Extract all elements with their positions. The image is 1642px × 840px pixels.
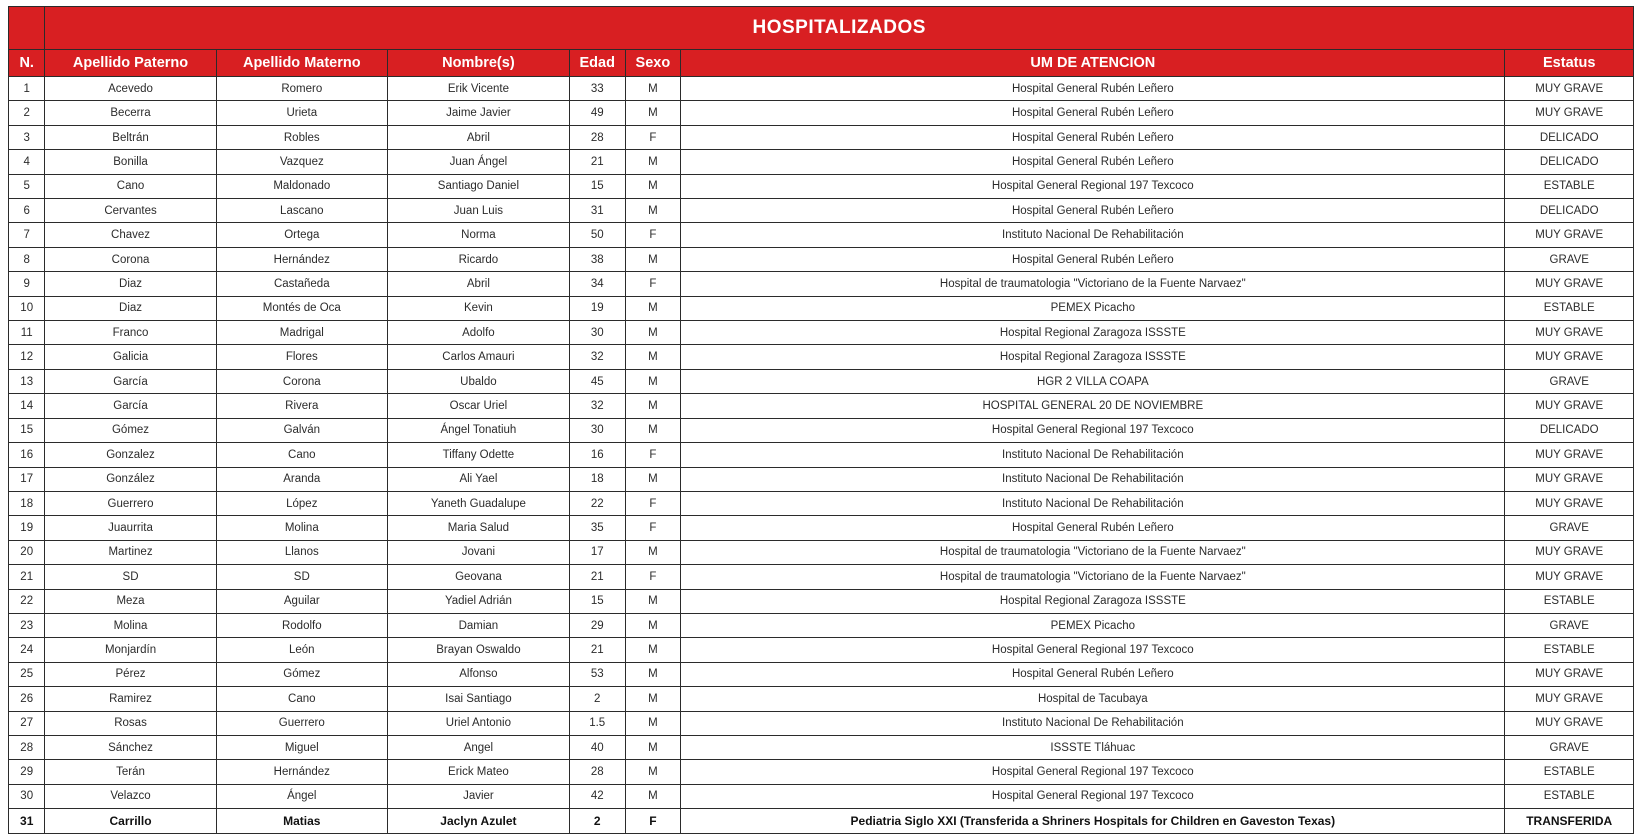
cell-apellido-materno: Corona [216,369,387,393]
cell-edad: 21 [569,638,625,662]
cell-um-de-atencion: Instituto Nacional De Rehabilitación [681,467,1505,491]
cell-apellido-materno: Romero [216,77,387,101]
cell-apellido-materno: Galván [216,418,387,442]
cell-edad: 28 [569,125,625,149]
cell-um-de-atencion: Hospital General Rubén Leñero [681,247,1505,271]
cell-apellido-materno: León [216,638,387,662]
cell-apellido-materno: Aranda [216,467,387,491]
table-row [9,150,1634,174]
cell-nombres: Isai Santiago [387,687,569,711]
cell-estatus: MUY GRAVE [1505,101,1634,125]
cell-um-de-atencion: PEMEX Picacho [681,296,1505,320]
cell-nombres: Abril [387,272,569,296]
cell-nombres: Javier [387,784,569,808]
cell-um-de-atencion: Hospital General Rubén Leñero [681,662,1505,686]
cell-sexo: M [625,735,681,759]
cell-um-de-atencion: Instituto Nacional De Rehabilitación [681,711,1505,735]
cell-nombres: Kevin [387,296,569,320]
cell-numero: 15 [9,418,45,442]
cell-apellido-materno: Miguel [216,735,387,759]
cell-apellido-materno: Llanos [216,540,387,564]
cell-apellido-paterno: Molina [45,613,216,637]
table-row [9,638,1634,662]
cell-edad: 2 [569,809,625,834]
cell-estatus: MUY GRAVE [1505,345,1634,369]
table-row [9,613,1634,637]
cell-edad: 22 [569,491,625,515]
cell-sexo: M [625,150,681,174]
table-row [9,443,1634,467]
cell-numero: 3 [9,125,45,149]
cell-estatus: ESTABLE [1505,760,1634,784]
cell-nombres: Tiffany Odette [387,443,569,467]
cell-nombres: Jaclyn Azulet [387,809,569,834]
cell-apellido-materno: Cano [216,687,387,711]
cell-apellido-paterno: García [45,394,216,418]
cell-sexo: M [625,638,681,662]
cell-um-de-atencion: Hospital General Rubén Leñero [681,125,1505,149]
table-row [9,272,1634,296]
cell-apellido-paterno: Monjardín [45,638,216,662]
cell-edad: 32 [569,345,625,369]
cell-nombres: Erick Mateo [387,760,569,784]
cell-sexo: M [625,199,681,223]
cell-apellido-materno: Maldonado [216,174,387,198]
cell-estatus: MUY GRAVE [1505,711,1634,735]
cell-numero: 13 [9,369,45,393]
table-row [9,809,1634,834]
cell-estatus: GRAVE [1505,247,1634,271]
cell-um-de-atencion: Hospital de traumatologia "Victoriano de la Fuente Narvaez" [681,540,1505,564]
column-header-edad: Edad [569,50,625,77]
cell-estatus: ESTABLE [1505,174,1634,198]
cell-nombres: Jaime Javier [387,101,569,125]
cell-um-de-atencion: Hospital General Rubén Leñero [681,77,1505,101]
cell-edad: 19 [569,296,625,320]
cell-sexo: M [625,174,681,198]
cell-um-de-atencion: Pediatria Siglo XXI (Transferida a Shriners Hospitals for Children en Gaveston Texas) [681,809,1505,834]
cell-estatus: DELICADO [1505,125,1634,149]
cell-estatus: MUY GRAVE [1505,223,1634,247]
cell-apellido-paterno: Becerra [45,101,216,125]
cell-edad: 32 [569,394,625,418]
cell-estatus: ESTABLE [1505,638,1634,662]
cell-apellido-materno: Hernández [216,247,387,271]
cell-estatus: MUY GRAVE [1505,443,1634,467]
table-row [9,467,1634,491]
table-row [9,589,1634,613]
cell-edad: 1.5 [569,711,625,735]
table-row [9,247,1634,271]
cell-edad: 21 [569,150,625,174]
cell-apellido-paterno: Cervantes [45,199,216,223]
cell-apellido-materno: Rivera [216,394,387,418]
cell-sexo: M [625,77,681,101]
cell-apellido-paterno: González [45,467,216,491]
cell-nombres: Uriel Antonio [387,711,569,735]
table-row [9,101,1634,125]
cell-apellido-paterno: Bonilla [45,150,216,174]
cell-nombres: Oscar Uriel [387,394,569,418]
cell-estatus: MUY GRAVE [1505,77,1634,101]
cell-um-de-atencion: Hospital General Rubén Leñero [681,101,1505,125]
cell-numero: 1 [9,77,45,101]
cell-nombres: Ricardo [387,247,569,271]
cell-numero: 22 [9,589,45,613]
cell-edad: 34 [569,272,625,296]
cell-sexo: M [625,418,681,442]
cell-sexo: M [625,321,681,345]
cell-apellido-paterno: Terán [45,760,216,784]
cell-sexo: F [625,223,681,247]
cell-sexo: F [625,809,681,834]
cell-sexo: M [625,345,681,369]
cell-edad: 33 [569,77,625,101]
cell-sexo: M [625,711,681,735]
cell-apellido-materno: Vazquez [216,150,387,174]
cell-um-de-atencion: Hospital General Regional 197 Texcoco [681,760,1505,784]
table-row [9,735,1634,759]
cell-numero: 25 [9,662,45,686]
cell-estatus: MUY GRAVE [1505,272,1634,296]
cell-apellido-materno: Rodolfo [216,613,387,637]
cell-sexo: M [625,589,681,613]
cell-apellido-paterno: Galicia [45,345,216,369]
cell-um-de-atencion: Instituto Nacional De Rehabilitación [681,443,1505,467]
cell-um-de-atencion: Hospital de traumatologia "Victoriano de la Fuente Narvaez" [681,272,1505,296]
cell-apellido-materno: Gómez [216,662,387,686]
table-row [9,223,1634,247]
cell-nombres: Damian [387,613,569,637]
cell-nombres: Carlos Amauri [387,345,569,369]
cell-numero: 20 [9,540,45,564]
table-row [9,784,1634,808]
cell-apellido-paterno: Pérez [45,662,216,686]
cell-um-de-atencion: Hospital General Rubén Leñero [681,199,1505,223]
cell-apellido-paterno: Carrillo [45,809,216,834]
cell-apellido-materno: Aguilar [216,589,387,613]
table-row [9,77,1634,101]
cell-numero: 12 [9,345,45,369]
cell-apellido-materno: Castañeda [216,272,387,296]
table-row [9,345,1634,369]
cell-sexo: F [625,516,681,540]
table-header-row [9,50,1634,77]
cell-numero: 8 [9,247,45,271]
cell-apellido-materno: Guerrero [216,711,387,735]
cell-apellido-paterno: Franco [45,321,216,345]
cell-estatus: MUY GRAVE [1505,540,1634,564]
table-row [9,174,1634,198]
table-row [9,125,1634,149]
table-title-row [9,7,1634,50]
table-row [9,540,1634,564]
cell-apellido-paterno: Sánchez [45,735,216,759]
column-header-numero: N. [9,50,45,77]
cell-estatus: MUY GRAVE [1505,565,1634,589]
cell-apellido-materno: Molina [216,516,387,540]
cell-um-de-atencion: Hospital General Rubén Leñero [681,516,1505,540]
cell-nombres: Erik Vicente [387,77,569,101]
cell-edad: 49 [569,101,625,125]
cell-numero: 28 [9,735,45,759]
column-header-apellido-materno: Apellido Materno [216,50,387,77]
cell-sexo: F [625,565,681,589]
table-row [9,516,1634,540]
cell-um-de-atencion: Instituto Nacional De Rehabilitación [681,223,1505,247]
cell-apellido-paterno: Diaz [45,272,216,296]
cell-apellido-paterno: Beltrán [45,125,216,149]
cell-numero: 2 [9,101,45,125]
cell-numero: 16 [9,443,45,467]
cell-numero: 11 [9,321,45,345]
cell-edad: 30 [569,418,625,442]
cell-sexo: M [625,760,681,784]
cell-estatus: MUY GRAVE [1505,491,1634,515]
cell-numero: 9 [9,272,45,296]
column-header-estatus: Estatus [1505,50,1634,77]
cell-um-de-atencion: PEMEX Picacho [681,613,1505,637]
cell-estatus: ESTABLE [1505,296,1634,320]
cell-apellido-paterno: Guerrero [45,491,216,515]
cell-estatus: MUY GRAVE [1505,467,1634,491]
cell-edad: 38 [569,247,625,271]
cell-sexo: F [625,272,681,296]
cell-sexo: F [625,491,681,515]
table-row [9,491,1634,515]
column-header-apellido-paterno: Apellido Paterno [45,50,216,77]
cell-estatus: DELICADO [1505,199,1634,223]
cell-sexo: M [625,540,681,564]
cell-apellido-materno: Matias [216,809,387,834]
cell-apellido-materno: Madrigal [216,321,387,345]
cell-apellido-materno: Montés de Oca [216,296,387,320]
cell-apellido-materno: López [216,491,387,515]
cell-um-de-atencion: Hospital Regional Zaragoza ISSSTE [681,345,1505,369]
cell-estatus: GRAVE [1505,613,1634,637]
cell-nombres: Yaneth Guadalupe [387,491,569,515]
cell-estatus: MUY GRAVE [1505,321,1634,345]
cell-um-de-atencion: Hospital de Tacubaya [681,687,1505,711]
title-spacer [9,7,45,50]
cell-edad: 31 [569,199,625,223]
cell-edad: 18 [569,467,625,491]
cell-sexo: M [625,296,681,320]
cell-edad: 42 [569,784,625,808]
hospitalized-table [8,6,1634,834]
table-row [9,565,1634,589]
cell-sexo: M [625,613,681,637]
cell-sexo: M [625,662,681,686]
cell-nombres: Geovana [387,565,569,589]
cell-apellido-materno: Robles [216,125,387,149]
cell-apellido-materno: SD [216,565,387,589]
cell-edad: 29 [569,613,625,637]
cell-edad: 45 [569,369,625,393]
cell-estatus: GRAVE [1505,516,1634,540]
cell-nombres: Yadiel Adrián [387,589,569,613]
cell-nombres: Brayan Oswaldo [387,638,569,662]
cell-sexo: M [625,467,681,491]
cell-edad: 21 [569,565,625,589]
cell-numero: 17 [9,467,45,491]
cell-apellido-materno: Ángel [216,784,387,808]
cell-apellido-paterno: Acevedo [45,77,216,101]
cell-sexo: M [625,784,681,808]
cell-numero: 5 [9,174,45,198]
cell-nombres: Alfonso [387,662,569,686]
cell-nombres: Ubaldo [387,369,569,393]
cell-estatus: MUY GRAVE [1505,394,1634,418]
table-row [9,760,1634,784]
cell-apellido-paterno: Cano [45,174,216,198]
cell-um-de-atencion: HOSPITAL GENERAL 20 DE NOVIEMBRE [681,394,1505,418]
cell-nombres: Jovani [387,540,569,564]
table-body [9,77,1634,834]
cell-um-de-atencion: Hospital General Regional 197 Texcoco [681,784,1505,808]
cell-numero: 7 [9,223,45,247]
cell-apellido-paterno: García [45,369,216,393]
cell-estatus: DELICADO [1505,150,1634,174]
table-row [9,418,1634,442]
table-row [9,369,1634,393]
cell-numero: 24 [9,638,45,662]
table-row [9,711,1634,735]
cell-estatus: ESTABLE [1505,784,1634,808]
cell-nombres: Ali Yael [387,467,569,491]
cell-apellido-paterno: Corona [45,247,216,271]
cell-apellido-paterno: Diaz [45,296,216,320]
cell-apellido-materno: Hernández [216,760,387,784]
cell-numero: 27 [9,711,45,735]
cell-estatus: MUY GRAVE [1505,687,1634,711]
cell-nombres: Ángel Tonatiuh [387,418,569,442]
cell-numero: 23 [9,613,45,637]
cell-numero: 19 [9,516,45,540]
cell-estatus: DELICADO [1505,418,1634,442]
cell-um-de-atencion: Hospital de traumatologia "Victoriano de la Fuente Narvaez" [681,565,1505,589]
cell-nombres: Adolfo [387,321,569,345]
cell-um-de-atencion: Instituto Nacional De Rehabilitación [681,491,1505,515]
cell-edad: 17 [569,540,625,564]
cell-nombres: Juan Ángel [387,150,569,174]
cell-apellido-materno: Flores [216,345,387,369]
table-row [9,199,1634,223]
cell-apellido-materno: Ortega [216,223,387,247]
cell-edad: 50 [569,223,625,247]
cell-estatus: GRAVE [1505,735,1634,759]
cell-numero: 31 [9,809,45,834]
table-row [9,321,1634,345]
cell-numero: 26 [9,687,45,711]
cell-numero: 6 [9,199,45,223]
cell-numero: 14 [9,394,45,418]
cell-edad: 28 [569,760,625,784]
cell-sexo: M [625,101,681,125]
cell-apellido-paterno: Rosas [45,711,216,735]
cell-nombres: Angel [387,735,569,759]
table-row [9,394,1634,418]
cell-um-de-atencion: ISSSTE Tláhuac [681,735,1505,759]
cell-apellido-paterno: Chavez [45,223,216,247]
cell-nombres: Abril [387,125,569,149]
page-title: HOSPITALIZADOS [45,7,1634,50]
cell-numero: 10 [9,296,45,320]
cell-nombres: Norma [387,223,569,247]
cell-edad: 30 [569,321,625,345]
cell-sexo: F [625,125,681,149]
column-header-sexo: Sexo [625,50,681,77]
cell-edad: 2 [569,687,625,711]
table-row [9,687,1634,711]
cell-sexo: F [625,443,681,467]
cell-nombres: Santiago Daniel [387,174,569,198]
cell-um-de-atencion: Hospital Regional Zaragoza ISSSTE [681,589,1505,613]
cell-edad: 40 [569,735,625,759]
cell-apellido-paterno: Gonzalez [45,443,216,467]
cell-estatus: MUY GRAVE [1505,662,1634,686]
cell-apellido-materno: Urieta [216,101,387,125]
cell-um-de-atencion: Hospital General Regional 197 Texcoco [681,418,1505,442]
cell-um-de-atencion: HGR 2 VILLA COAPA [681,369,1505,393]
cell-sexo: M [625,247,681,271]
cell-edad: 53 [569,662,625,686]
cell-sexo: M [625,687,681,711]
cell-apellido-materno: Lascano [216,199,387,223]
cell-edad: 35 [569,516,625,540]
cell-apellido-paterno: Juaurrita [45,516,216,540]
cell-apellido-paterno: SD [45,565,216,589]
cell-um-de-atencion: Hospital General Rubén Leñero [681,150,1505,174]
cell-edad: 15 [569,174,625,198]
cell-numero: 4 [9,150,45,174]
cell-apellido-paterno: Velazco [45,784,216,808]
cell-estatus: TRANSFERIDA [1505,809,1634,834]
cell-apellido-paterno: Gómez [45,418,216,442]
cell-edad: 15 [569,589,625,613]
column-header-nombres: Nombre(s) [387,50,569,77]
cell-apellido-paterno: Ramirez [45,687,216,711]
cell-apellido-paterno: Meza [45,589,216,613]
cell-apellido-paterno: Martinez [45,540,216,564]
table-row [9,662,1634,686]
cell-numero: 29 [9,760,45,784]
cell-apellido-materno: Cano [216,443,387,467]
column-header-um-de-atencion: UM DE ATENCION [681,50,1505,77]
table-row [9,296,1634,320]
cell-edad: 16 [569,443,625,467]
cell-estatus: GRAVE [1505,369,1634,393]
cell-nombres: Juan Luis [387,199,569,223]
cell-um-de-atencion: Hospital Regional Zaragoza ISSSTE [681,321,1505,345]
cell-numero: 18 [9,491,45,515]
cell-estatus: ESTABLE [1505,589,1634,613]
cell-um-de-atencion: Hospital General Regional 197 Texcoco [681,638,1505,662]
cell-um-de-atencion: Hospital General Regional 197 Texcoco [681,174,1505,198]
cell-nombres: Maria Salud [387,516,569,540]
cell-numero: 21 [9,565,45,589]
cell-numero: 30 [9,784,45,808]
cell-sexo: M [625,394,681,418]
cell-sexo: M [625,369,681,393]
